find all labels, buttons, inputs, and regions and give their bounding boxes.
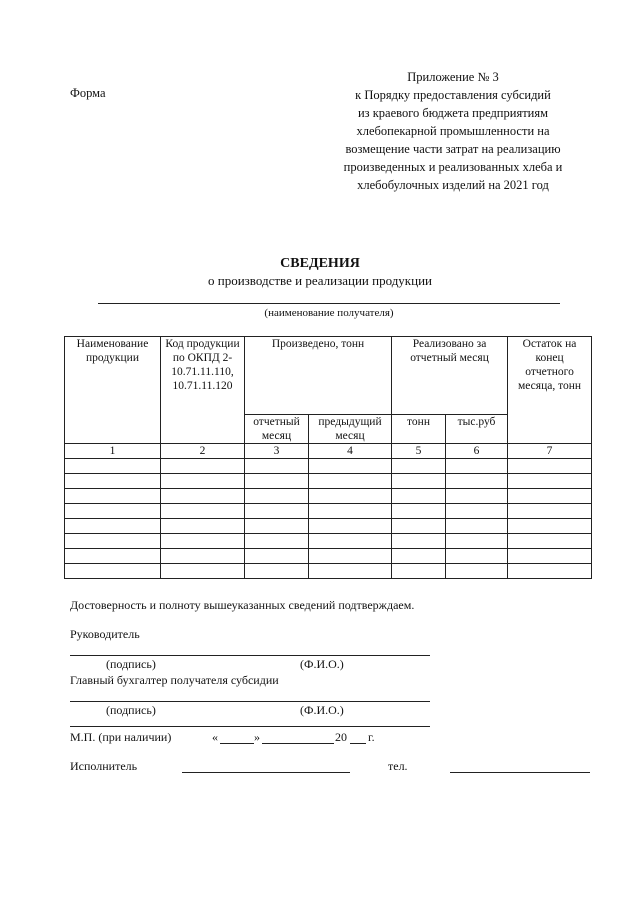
table-row [65, 534, 592, 549]
column-number: 2 [161, 444, 245, 459]
form-label: Форма [70, 86, 106, 100]
table-row [65, 549, 592, 564]
table-cell[interactable] [392, 549, 446, 564]
accountant-signature-line[interactable] [70, 701, 430, 702]
table-cell[interactable] [446, 504, 508, 519]
stamp-label: М.П. (при наличии) [70, 730, 172, 744]
table-cell[interactable] [161, 459, 245, 474]
fio-hint: (Ф.И.О.) [300, 703, 344, 717]
subheader-thousand-rub: тыс.руб [446, 415, 508, 444]
table-cell[interactable] [392, 489, 446, 504]
table-row [65, 489, 592, 504]
table-cell[interactable] [245, 549, 309, 564]
table-cell[interactable] [65, 519, 161, 534]
table-cell[interactable] [245, 534, 309, 549]
table-cell[interactable] [446, 564, 508, 579]
table-cell[interactable] [446, 474, 508, 489]
table-row [65, 564, 592, 579]
table-cell[interactable] [245, 564, 309, 579]
table-cell[interactable] [392, 459, 446, 474]
table-cell[interactable] [309, 534, 392, 549]
table-cell[interactable] [508, 549, 592, 564]
table-cell[interactable] [508, 459, 592, 474]
table-cell[interactable] [446, 549, 508, 564]
head-signature-line[interactable] [70, 655, 430, 656]
date-month-field[interactable] [262, 743, 334, 744]
confirmation-text: Достоверность и полноту вышеуказанных сведений подтверждаем. [70, 598, 415, 612]
table-row [65, 474, 592, 489]
appendix-block [318, 68, 588, 194]
appendix-line: возмещение части затрат на реализацию [345, 142, 561, 156]
table-cell[interactable] [65, 459, 161, 474]
table-cell[interactable] [309, 489, 392, 504]
table-cell[interactable] [65, 504, 161, 519]
date-year-field[interactable] [350, 743, 366, 744]
table-cell[interactable] [245, 504, 309, 519]
table-cell[interactable] [309, 474, 392, 489]
table-cell[interactable] [161, 489, 245, 504]
column-number: 7 [508, 444, 592, 459]
table-cell[interactable] [508, 564, 592, 579]
table-cell[interactable] [508, 534, 592, 549]
subheader-tons: тонн [392, 415, 446, 444]
header-produced: Произведено, тонн [245, 337, 392, 415]
date-year-suffix: г. [368, 730, 375, 744]
table-cell[interactable] [309, 549, 392, 564]
table-cell[interactable] [508, 519, 592, 534]
table-row [65, 459, 592, 474]
table-cell[interactable] [161, 519, 245, 534]
appendix-line: произведенных и реализованных хлеба и [343, 160, 563, 174]
production-table [64, 336, 592, 579]
phone-label: тел. [388, 759, 408, 773]
table-cell[interactable] [392, 519, 446, 534]
signature-hint: (подпись) [106, 657, 156, 671]
table-cell[interactable] [65, 489, 161, 504]
table-cell[interactable] [508, 489, 592, 504]
table-cell[interactable] [245, 519, 309, 534]
signature-hint: (подпись) [106, 703, 156, 717]
subheader-current-month: отчетный месяц [245, 415, 309, 444]
table-cell[interactable] [309, 519, 392, 534]
column-number: 1 [65, 444, 161, 459]
column-number: 6 [446, 444, 508, 459]
phone-field[interactable] [450, 772, 590, 773]
executor-label: Исполнитель [70, 759, 138, 773]
appendix-line: из краевого бюджета предприятиям [357, 106, 549, 120]
recipient-hint: (наименование получателя) [264, 307, 394, 319]
table-cell[interactable] [309, 504, 392, 519]
column-number: 4 [309, 444, 392, 459]
table-cell[interactable] [446, 519, 508, 534]
table-cell[interactable] [392, 474, 446, 489]
head-label: Руководитель [70, 627, 140, 641]
subheader-previous-month: предыдущий месяц [309, 415, 392, 444]
page-subtitle: о производстве и реализации продукции [208, 273, 432, 288]
table-cell[interactable] [161, 549, 245, 564]
accountant-bottom-line [70, 726, 430, 727]
table-cell[interactable] [446, 534, 508, 549]
table-cell[interactable] [392, 534, 446, 549]
appendix-line: хлебобулочных изделий на 2021 год [357, 178, 549, 192]
header-product-code: Код продукции по ОКПД 2- 10.71.11.110, 10.71.11.120 [161, 337, 245, 444]
table-cell[interactable] [161, 504, 245, 519]
table-cell[interactable] [245, 489, 309, 504]
table-cell[interactable] [245, 474, 309, 489]
appendix-line: хлебопекарной промышленности на [356, 124, 550, 138]
executor-field[interactable] [182, 772, 350, 773]
table-cell[interactable] [392, 504, 446, 519]
appendix-line: к Порядку предоставления субсидий [355, 88, 551, 102]
column-number: 3 [245, 444, 309, 459]
date-open-quote: « [212, 730, 218, 744]
chief-accountant-label: Главный бухгалтер получателя субсидии [70, 673, 279, 687]
table-cell[interactable] [392, 564, 446, 579]
table-cell[interactable] [161, 534, 245, 549]
date-close-quote: » [254, 730, 260, 744]
table-cell[interactable] [161, 474, 245, 489]
header-remainder: Остаток на конец отчетного месяца, тонн [508, 337, 592, 444]
table-cell[interactable] [309, 564, 392, 579]
table-cell[interactable] [65, 474, 161, 489]
table-cell[interactable] [508, 474, 592, 489]
table-cell[interactable] [446, 459, 508, 474]
table-cell[interactable] [446, 489, 508, 504]
table-cell[interactable] [508, 504, 592, 519]
recipient-name-field[interactable] [98, 303, 560, 304]
table-row [65, 504, 592, 519]
table-cell[interactable] [65, 534, 161, 549]
table-cell[interactable] [65, 564, 161, 579]
table-cell[interactable] [65, 549, 161, 564]
table-cell[interactable] [309, 459, 392, 474]
header-product-name: Наименование продукции [65, 337, 161, 444]
table-cell[interactable] [245, 459, 309, 474]
header-sold: Реализовано за отчетный месяц [392, 337, 508, 415]
column-number: 5 [392, 444, 446, 459]
table-row [65, 519, 592, 534]
appendix-line: Приложение № 3 [407, 70, 499, 84]
table-cell[interactable] [161, 564, 245, 579]
page-title: СВЕДЕНИЯ [280, 256, 360, 271]
fio-hint: (Ф.И.О.) [300, 657, 344, 671]
date-day-field[interactable] [220, 743, 254, 744]
date-year-prefix: 20 [335, 730, 347, 744]
